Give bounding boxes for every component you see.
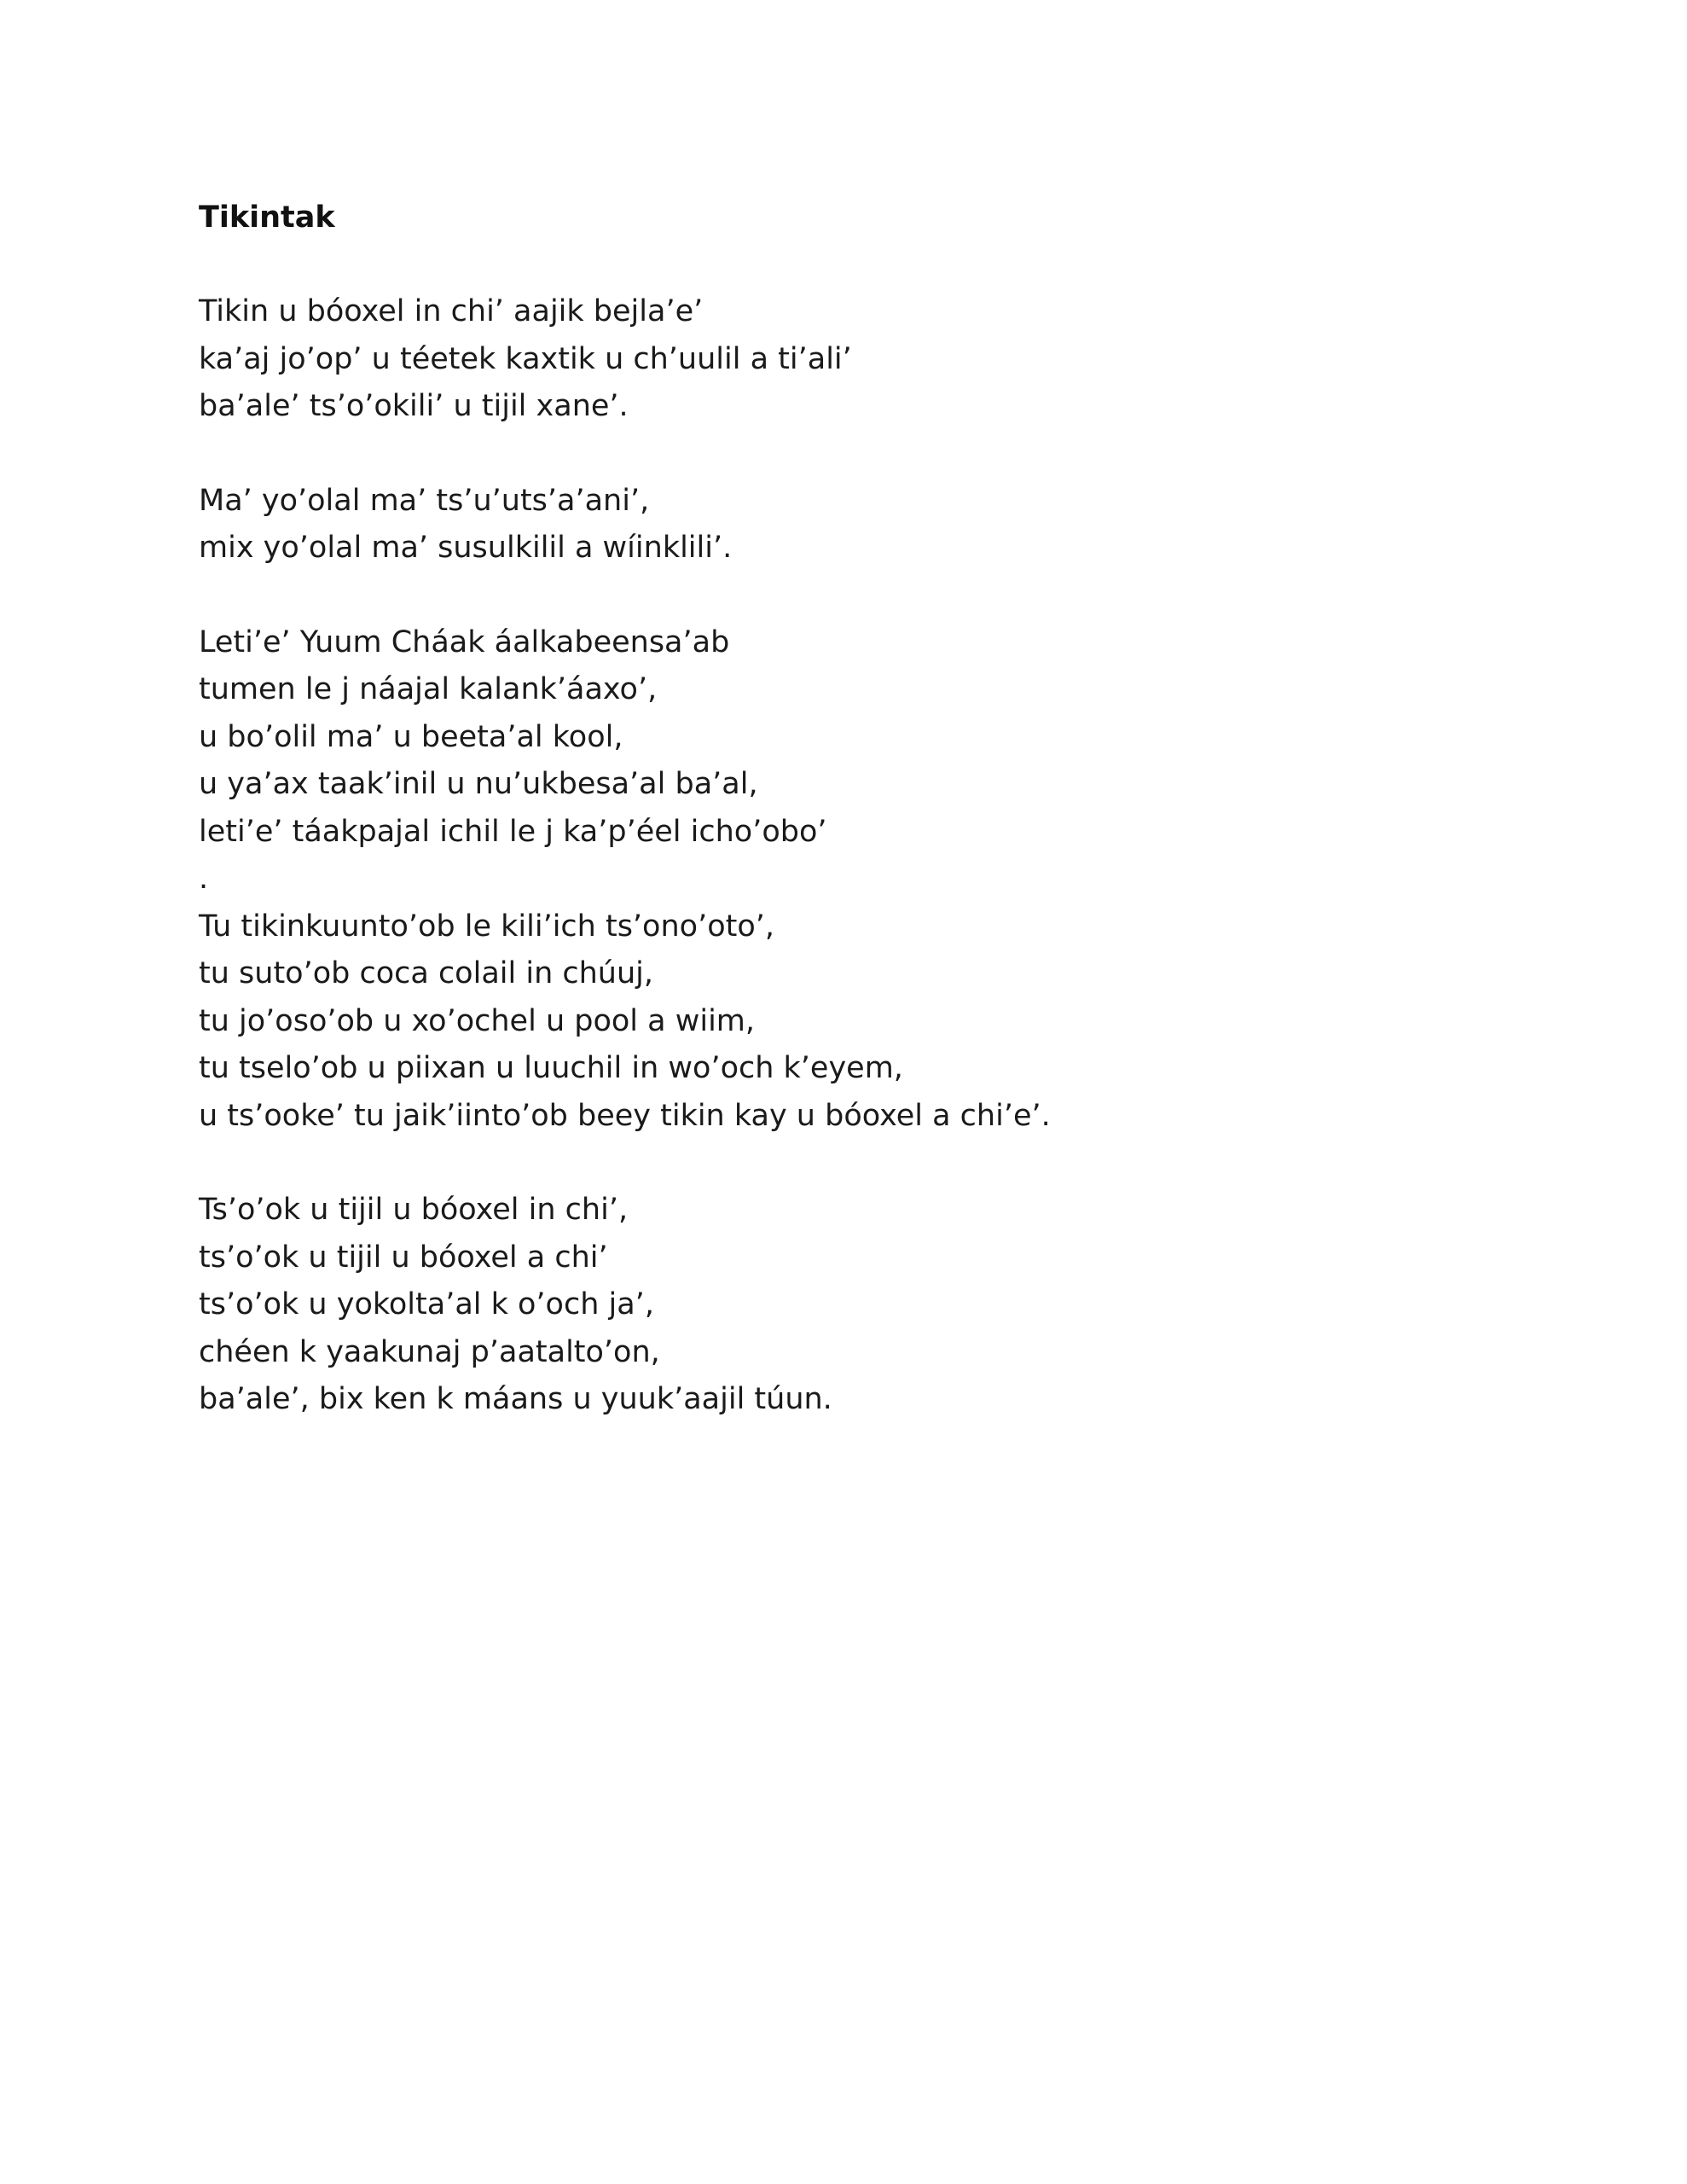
- stanza-4: [199, 903, 1478, 1141]
- poem-line: ba’ale’, bix ken k máans u yuuk’aajil túun.: [199, 1382, 832, 1416]
- poem-line: chéen k yaakunaj p’aatalto’on,: [199, 1334, 660, 1369]
- poem-line: tu suto’ob coca colail in chúuj,: [199, 956, 654, 990]
- poem-title: Tikintak: [199, 200, 335, 235]
- poem-line: Ts’o’ok u tijil u bóoxel in chi’,: [199, 1193, 629, 1227]
- poem-line: mix yo’olal ma’ susulkilil a wíinklili’.: [199, 531, 733, 565]
- poem-line: .: [199, 862, 209, 896]
- poem-line: Leti’e’ Yuum Cháak áalkabeensa’ab: [199, 624, 730, 659]
- poem-line: Tikin u bóoxel in chi’ aajik bejla’e’: [199, 294, 704, 328]
- stanza-1: [199, 288, 1478, 431]
- poem-line: u ts’ooke’ tu jaik’iinto’ob beey tikin kay u bóoxel a chi’e’.: [199, 1098, 1051, 1133]
- poem-line: Tu tikinkuunto’ob le kili’ich ts’ono’oto’,: [199, 909, 774, 944]
- poem-line: tu jo’oso’ob u xo’ochel u pool a wiim,: [199, 1003, 756, 1038]
- poem-line: u bo’olil ma’ u beeta’al kool,: [199, 719, 623, 754]
- poem-line: u ya’ax taak’inil u nu’ukbesa’al ba’al,: [199, 767, 758, 801]
- stanza-2: [199, 478, 1478, 572]
- poem-line: tu tselo’ob u piixan u luuchil in wo’och k’eyem,: [199, 1051, 903, 1085]
- poem-line: ts’o’ok u tijil u bóoxel a chi’: [199, 1240, 608, 1275]
- stanza-3: [199, 619, 1478, 903]
- poem-line: leti’e’ táakpajal ichil le j ka’p’éel icho’obo’: [199, 814, 827, 849]
- poem-line: tumen le j náajal kalank’áaxo’,: [199, 672, 658, 706]
- poem-line: ka’aj jo’op’ u téetek kaxtik u ch’uulil a ti’ali’: [199, 341, 852, 376]
- poem-line: Ma’ yo’olal ma’ ts’u’uts’a’ani’,: [199, 483, 650, 518]
- stanza-5: [199, 1187, 1478, 1424]
- poem-line: ba’ale’ ts’o’okili’ u tijil xane’.: [199, 389, 629, 423]
- poem-line: ts’o’ok u yokolta’al k o’och ja’,: [199, 1287, 654, 1321]
- poem-body: [199, 195, 1478, 1471]
